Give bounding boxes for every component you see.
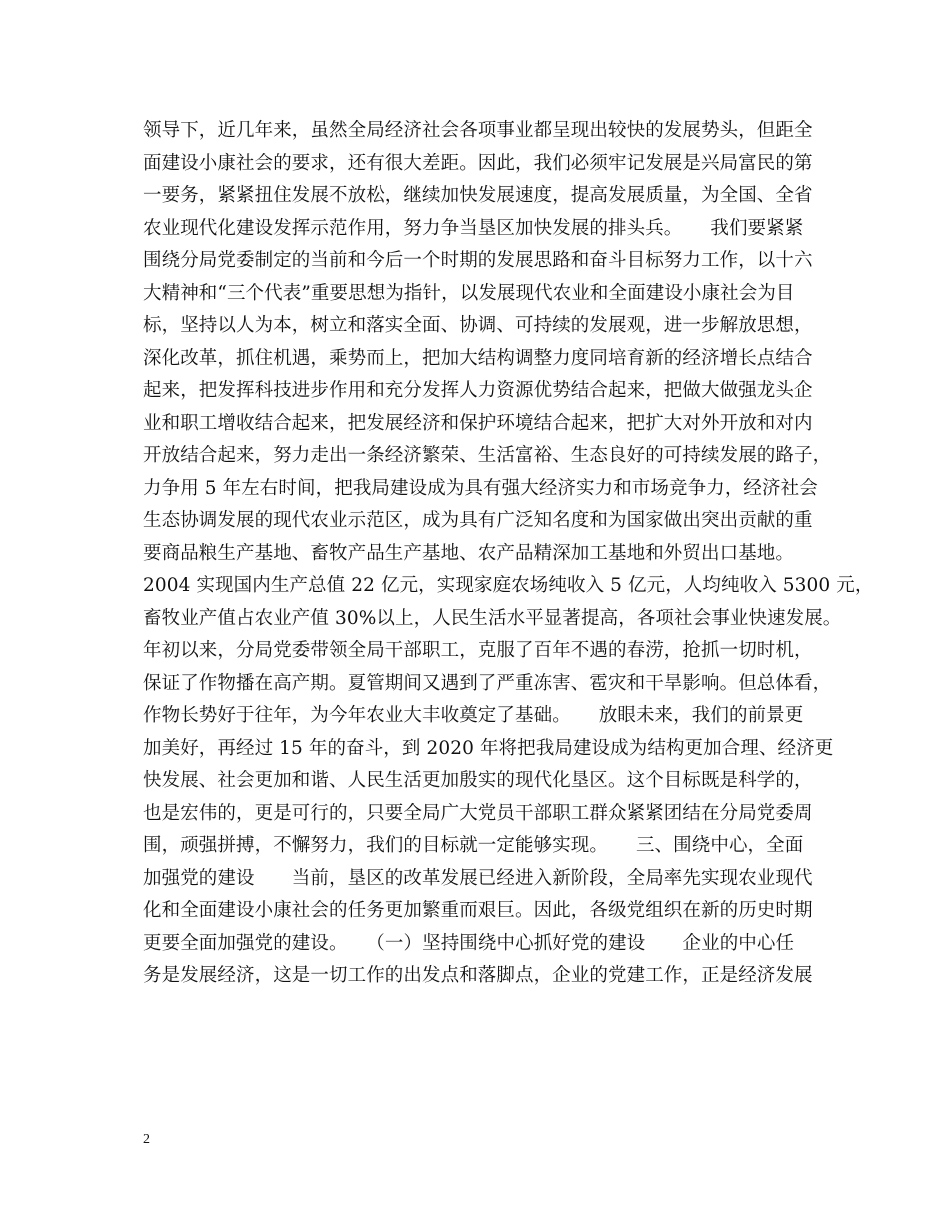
page-number: 2 (143, 1132, 150, 1147)
text-line: 快发展、社会更加和谐、人民生活更加殷实的现代化垦区。这个目标既是科学的， (143, 770, 813, 791)
text-line: 加美好，再经过 15 年的奋斗，到 2020 年将把我局建设成为结构更加合理、经济更 (143, 737, 834, 759)
text-line: 围，顽强拼搏，不懈努力，我们的目标就一定能够实现。 三、围绕中心，全面 (143, 835, 804, 856)
text-line: 化和全面建设小康社会的任务更加繁重而艰巨。因此，各级党组织在新的历史时期 (143, 900, 813, 921)
text-line: 开放结合起来，努力走出一条经济繁荣、生活富裕、生态良好的可持续发展的路子， (143, 445, 832, 466)
text-line: 深化改革，抓住机遇，乘势而上，把加大结构调整力度同培育新的经济增长点结合 (143, 347, 813, 369)
text-line: 作物长势好于往年，为今年农业大丰收奠定了基础。 放眼未来，我们的前景更 (143, 705, 804, 726)
text-line: 务是发展经济，这是一切工作的出发点和落脚点，企业的党建工作，正是经济发展 (143, 965, 813, 986)
text-line: 标，坚持以人为本，树立和落实全面、协调、可持续的发展观，进一步解放思想， (143, 315, 813, 336)
text-line: 年初以来，分局党委带领全局干部职工，克服了百年不遇的春涝，抢抓一切时机， (143, 640, 813, 661)
text-line: 力争用 5 年左右时间，把我局建设成为具有强大经济实力和市场竞争力，经济社会 (143, 477, 818, 499)
text-line: 业和职工增收结合起来，把发展经济和保护环境结合起来，把扩大对外开放和对内 (143, 412, 813, 434)
text-line: 要商品粮生产基地、畜牧产品生产基地、农产品精深加工基地和外贸出口基地。 (143, 542, 795, 564)
text-line: 面建设小康社会的要求，还有很大差距。因此，我们必须牢记发展是兴局富民的第 (143, 152, 813, 174)
text-line: 农业现代化建设发挥示范作用，努力争当垦区加快发展的排头兵。 我们要紧紧 (143, 217, 804, 239)
text-line: 畜牧业产值占农业产值 30%以上，人民生活水平显著提高，各项社会事业快速发展。 (143, 607, 842, 629)
text-line: 领导下，近几年来，虽然全局经济社会各项事业都呈现出较快的发展势头，但距全 (143, 120, 813, 141)
text-line: 2004 实现国内生产总值 22 亿元，实现家庭农场纯收入 5 亿元，人均纯收入 5300 元， (143, 575, 874, 596)
body-text (143, 115, 874, 993)
text-line: 也是宏伟的，更是可行的，只要全局广大党员干部职工群众紧紧团结在分局党委周 (143, 802, 813, 824)
text-line: 围绕分局党委制定的当前和今后一个时期的发展思路和奋斗目标努力工作，以十六 (143, 250, 813, 271)
text-line: 生态协调发展的现代农业示范区，成为具有广泛知名度和为国家做出突出贡献的重 (143, 510, 813, 531)
text-line: 保证了作物播在高产期。夏管期间又遇到了严重冻害、雹灾和干旱影响。但总体看， (143, 672, 832, 694)
text-line: 更要全面加强党的建设。 （一）坚持围绕中心抓好党的建设 企业的中心任 (143, 932, 795, 954)
text-line: 加强党的建设 当前，垦区的改革发展已经进入新阶段，全局率先实现农业现代 (143, 867, 813, 889)
text-line: 大精神和“三个代表”重要思想为指针，以发展现代农业和全面建设小康社会为目 (143, 282, 795, 304)
text-line: 起来，把发挥科技进步作用和充分发挥人力资源优势结合起来，把做大做强龙头企 (143, 380, 813, 401)
text-line: 一要务，紧紧扭住发展不放松，继续加快发展速度，提高发展质量，为全国、全省 (143, 185, 813, 206)
